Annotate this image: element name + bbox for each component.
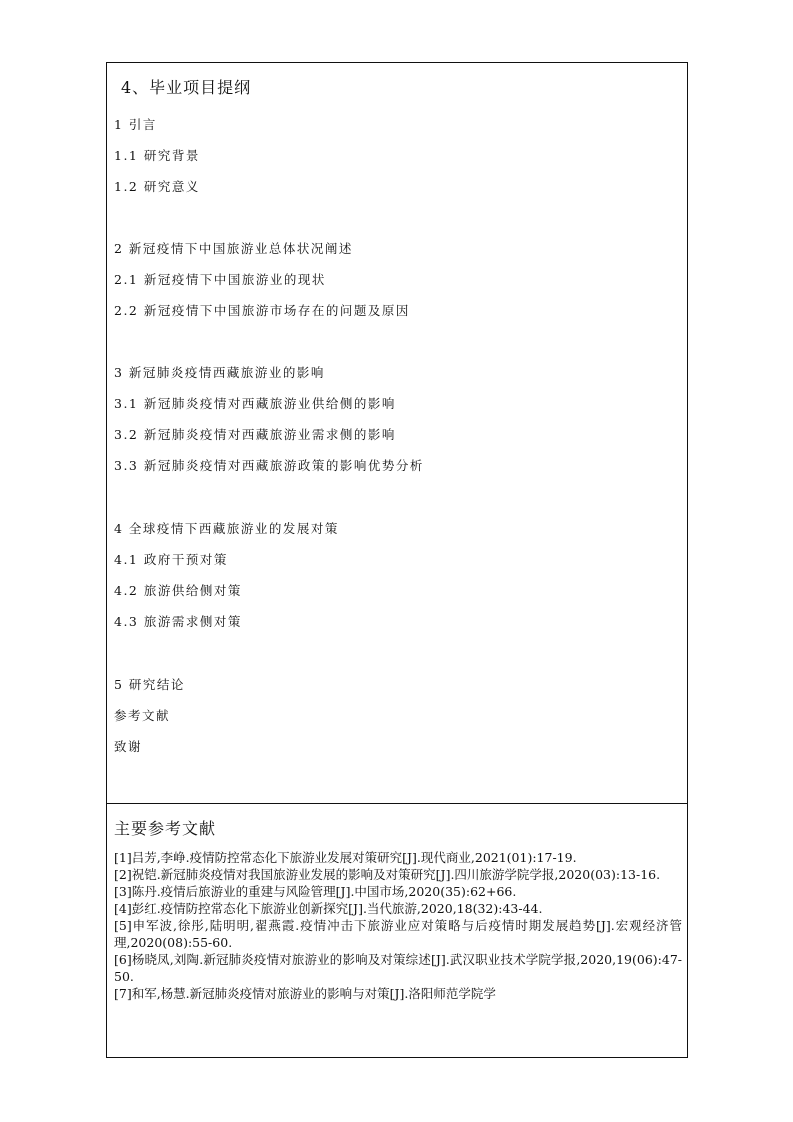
reference-item: [1]吕芳,李峥.疫情防控常态化下旅游业发展对策研究[J].现代商业,2021(01):17-19.	[114, 850, 577, 865]
outline-item: 5 研究结论	[114, 677, 185, 692]
outline-item: 2 新冠疫情下中国旅游业总体状况阐述	[114, 241, 353, 256]
reference-item: [2]祝铠.新冠肺炎疫情对我国旅游业发展的影响及对策研究[J].四川旅游学院学报,2020(03):13-16.	[114, 867, 661, 882]
reference-item: [4]彭红.疫情防控常态化下旅游业创新探究[J].当代旅游,2020,18(32):43-44.	[114, 901, 543, 916]
outline-item: 4.3 旅游需求侧对策	[114, 614, 242, 629]
outline-item: 4.1 政府干预对策	[114, 552, 228, 567]
outline-item: 致谢	[114, 739, 143, 754]
outline-item: 1.2 研究意义	[114, 179, 200, 194]
references-section	[107, 804, 687, 1059]
outline-item: 4 全球疫情下西藏旅游业的发展对策	[114, 521, 339, 536]
reference-item: [3]陈丹.疫情后旅游业的重建与风险管理[J].中国市场,2020(35):62+66.	[114, 884, 517, 899]
reference-item: [5]申军波,徐彤,陆明明,翟燕霞.疫情冲击下旅游业应对策略与后疫情时期发展趋势[J].宏观经济管理,2020(08):55-60.	[114, 918, 682, 950]
references-title: 主要参考文献	[114, 819, 217, 838]
reference-item: [7]和军,杨慧.新冠肺炎疫情对旅游业的影响与对策[J].洛阳师范学院学	[114, 986, 496, 1001]
outline-item: 参考文献	[114, 708, 171, 723]
document-table	[106, 62, 688, 1058]
reference-item: [6]杨晓凤,刘陶.新冠肺炎疫情对旅游业的影响及对策综述[J].武汉职业技术学院学报,2020,19(06):47-50.	[114, 952, 682, 984]
outline-item: 1 引言	[114, 117, 157, 132]
references-list	[114, 849, 682, 1002]
outline-item: 3 新冠肺炎疫情西藏旅游业的影响	[114, 365, 325, 380]
outline-item: 3.1 新冠肺炎疫情对西藏旅游业供给侧的影响	[114, 396, 396, 411]
outline-item: 3.3 新冠肺炎疫情对西藏旅游政策的影响优势分析	[114, 458, 424, 473]
outline-item: 4.2 旅游供给侧对策	[114, 583, 242, 598]
outline-section	[107, 63, 687, 804]
outline-title: 4、毕业项目提纲	[121, 78, 252, 97]
outline-item: 2.2 新冠疫情下中国旅游市场存在的问题及原因	[114, 303, 410, 318]
outline-item: 1.1 研究背景	[114, 148, 200, 163]
outline-item: 3.2 新冠肺炎疫情对西藏旅游业需求侧的影响	[114, 427, 396, 442]
outline-item: 2.1 新冠疫情下中国旅游业的现状	[114, 272, 326, 287]
